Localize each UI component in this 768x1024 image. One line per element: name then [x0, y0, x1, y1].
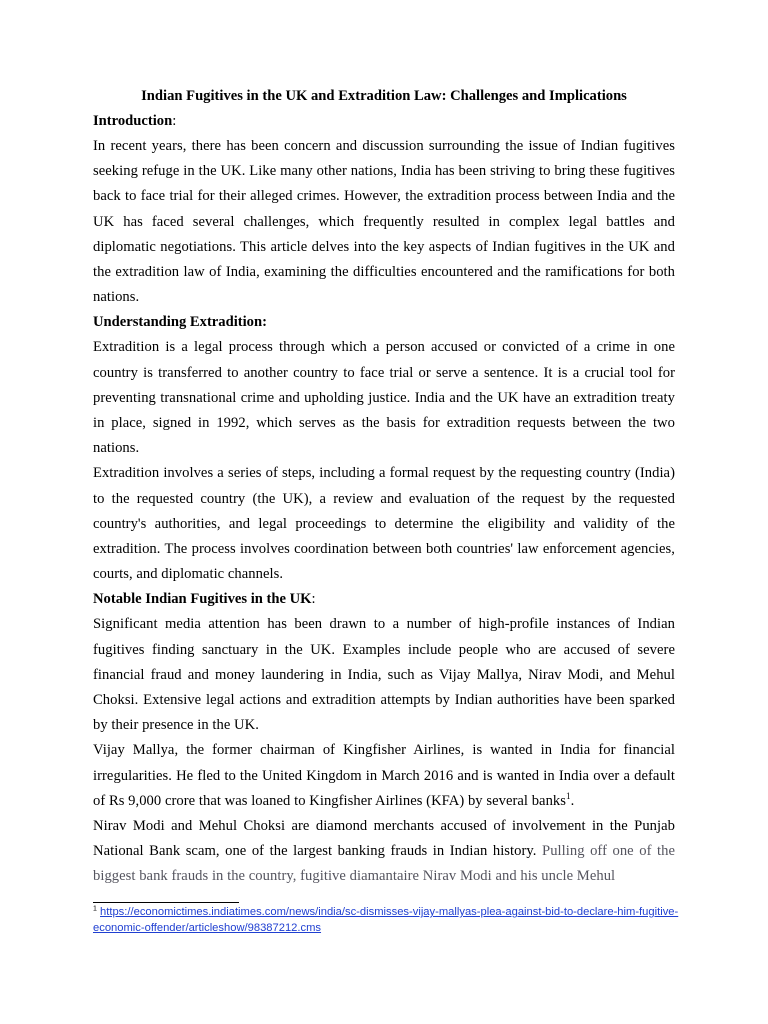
footnote-number: 1	[93, 905, 97, 913]
mallya-period: .	[570, 792, 575, 809]
mallya-paragraph	[93, 738, 675, 814]
notable-heading-text: Notable Indian Fugitives in the UK	[93, 591, 312, 608]
understanding-heading	[93, 310, 675, 335]
notable-heading-colon: :	[311, 591, 316, 608]
modi-text: Nirav Modi and Mehul Choksi are diamond merchants accused of involvement in the Punjab National Bank scam, one of the largest banking frauds in Indian history.	[93, 818, 675, 860]
intro-heading-colon: :	[172, 113, 177, 129]
footnote-reference[interactable]: 1	[566, 791, 571, 802]
intro-paragraph: In recent years, there has been concern and discussion surrounding the issue of Indian fugitives seeking refuge in the UK. Like many other nations, India has been striving to bring these fugitives back to face trial for their alleged crimes. However, the extradition process between India and the UK has faced several challenges, which frequently resulted in complex legal battles and diplomatic negotiations. This article delves into the key aspects of Indian fugitives in the UK and the extradition law of India, examining the difficulties encountered and the ramifications for both nations.	[93, 138, 675, 306]
modi-paragraph	[93, 814, 675, 890]
intro-heading	[93, 109, 675, 134]
footnote-separator	[93, 902, 239, 903]
understanding-paragraph-1: Extradition is a legal process through which a person accused or convicted of a crime in one country is transferred to another country to face trial or serve a sentence. It is a crucial tool for preventing transnational crime and upholding justice. India and the UK have an extradition treaty in place, signed in 1992, which serves as the basis for extradition requests between the two nations.	[93, 339, 675, 457]
modi-text-grey: Pulling off one of the biggest bank frauds in the country, fugitive diamantaire Nirav Modi and his uncle Mehul	[93, 843, 675, 885]
footnote	[93, 905, 683, 936]
understanding-heading-text: Understanding Extradition:	[93, 314, 267, 331]
intro-heading-text: Introduction	[93, 113, 173, 129]
footnote-link[interactable]: https://economictimes.indiatimes.com/news/india/sc-dismisses-vijay-mallyas-plea-against-bid-to-declare-him-fugitive-economic-offender/articleshow/98387212.cms	[93, 906, 679, 934]
notable-heading	[93, 587, 675, 612]
document-title: Indian Fugitives in the UK and Extradition Law: Challenges and Implications	[141, 88, 627, 104]
mallya-text: Vijay Mallya, the former chairman of Kingfisher Airlines, is wanted in India for financial irregularities. He fled to the United Kingdom in March 2016 and is wanted in India over a default of Rs 9,000 crore that was loaned to Kingfisher Airlines (KFA) by several banks	[93, 742, 675, 809]
notable-paragraph-1: Significant media attention has been drawn to a number of high-profile instances of Indian fugitives finding sanctuary in the UK. Examples include people who are accused of severe financial fraud and money laundering in India, such as Vijay Mallya, Nirav Modi, and Mehul Choksi. Extensive legal actions and extradition attempts by Indian authorities have been sparked by their presence in the UK.	[93, 616, 675, 734]
understanding-paragraph-2: Extradition involves a series of steps, including a formal request by the requesting country (India) to the requested country (the UK), a review and evaluation of the request by the requested country's authorities, and legal proceedings to determine the eligibility and validity of the extradition. The process involves coordination between both countries' law enforcement agencies, courts, and diplomatic channels.	[93, 465, 675, 583]
